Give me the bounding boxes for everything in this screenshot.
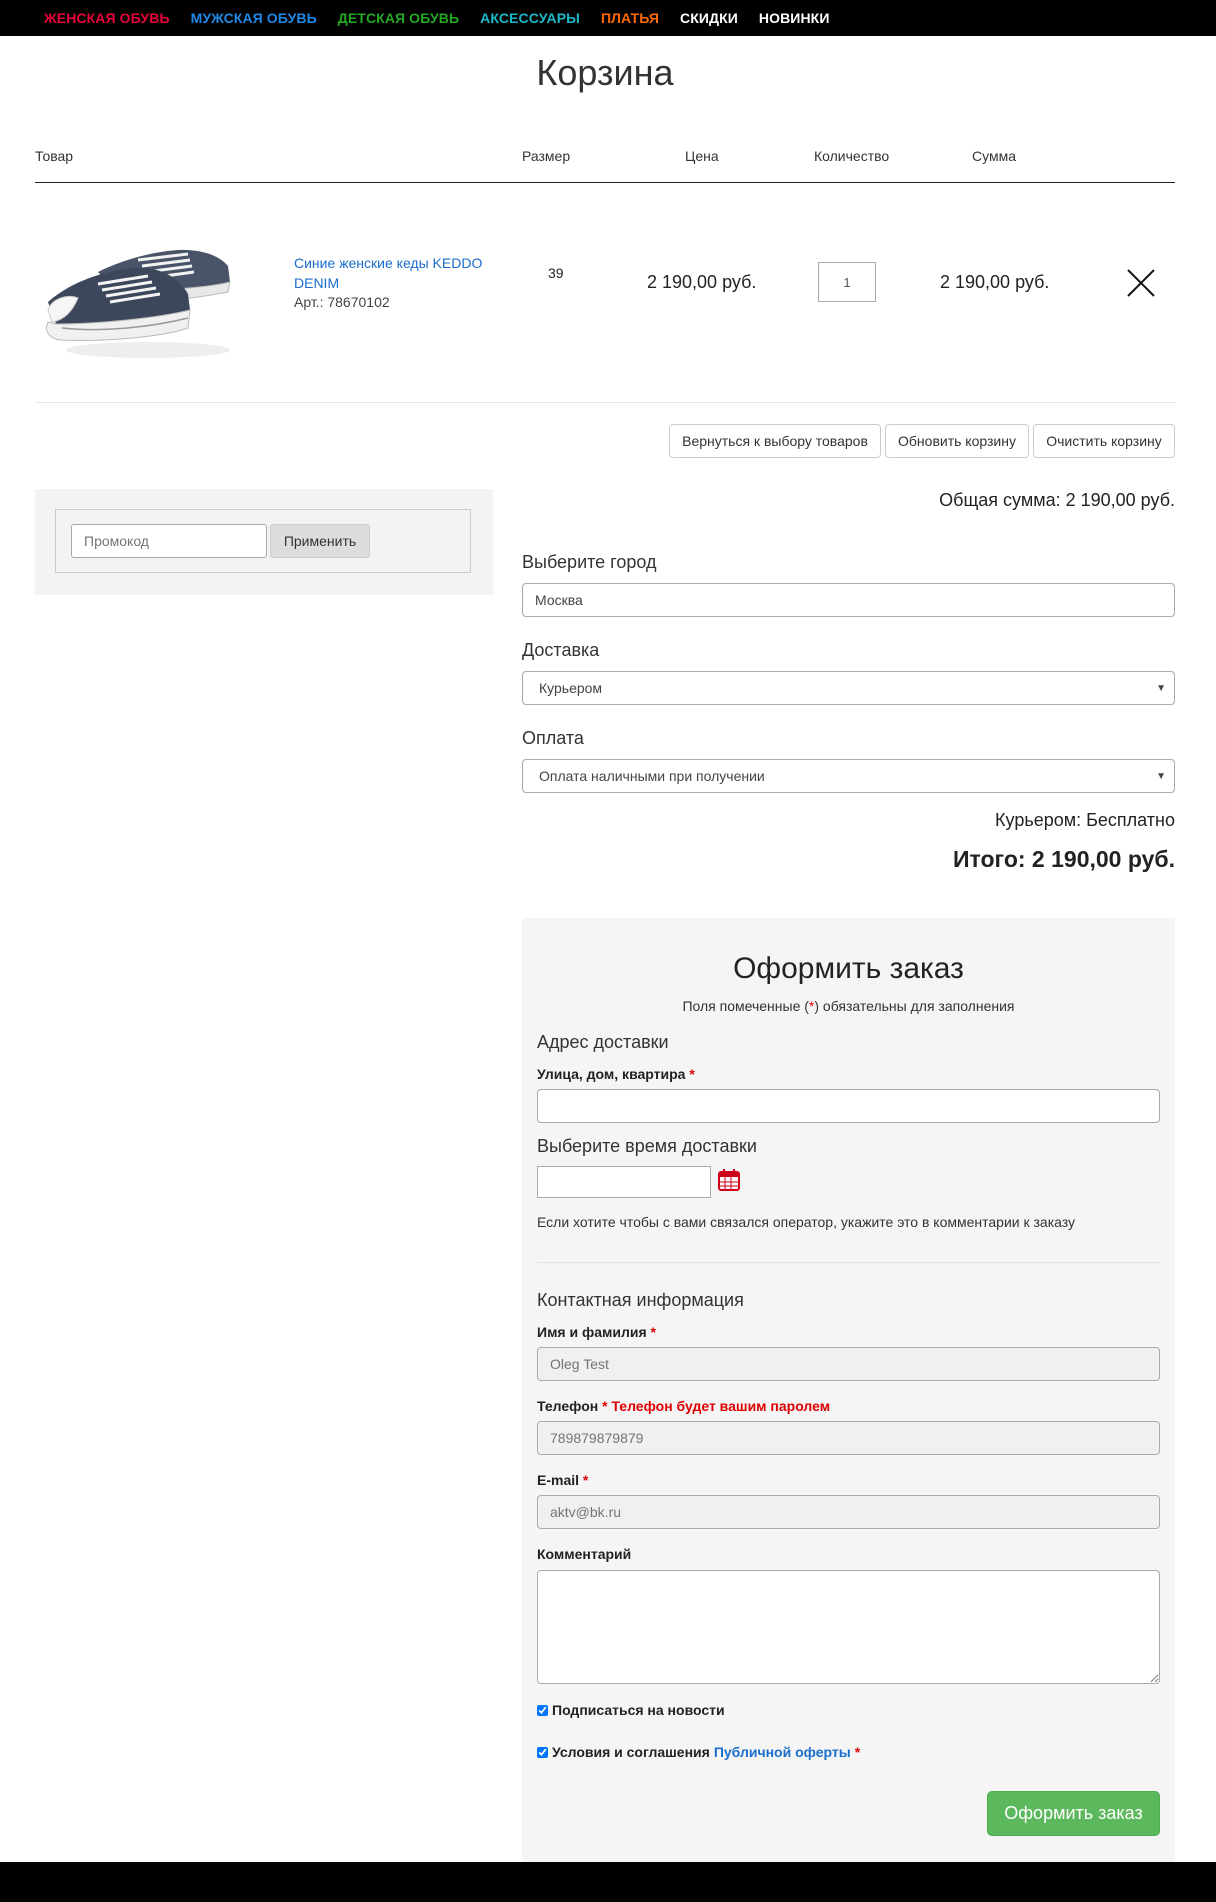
promo-panel (35, 489, 493, 595)
grand-total: Итого: 2 190,00 руб. (953, 846, 1175, 872)
header-price: Цена (685, 148, 719, 164)
nav-kids-shoes[interactable]: ДЕТСКАЯ ОБУВЬ (337, 10, 460, 26)
remove-item-close-icon[interactable] (1124, 266, 1158, 300)
street-label-text: Улица, дом, квартира (537, 1066, 686, 1082)
apply-promo-button[interactable]: Применить (270, 524, 370, 558)
footer-bar (0, 1862, 1216, 1902)
street-input[interactable] (537, 1089, 1160, 1123)
phone-input[interactable] (537, 1421, 1160, 1455)
back-to-shopping-button[interactable]: Вернуться к выбору товаров (669, 424, 881, 458)
order-form (522, 918, 1175, 1862)
name-label-text: Имя и фамилия (537, 1324, 647, 1340)
phone-password-note: Телефон будет вашим паролем (611, 1398, 831, 1414)
terms-checkbox[interactable] (537, 1747, 548, 1758)
city-value: Москва (535, 592, 583, 608)
promo-box (55, 509, 471, 573)
email-label (537, 1472, 588, 1488)
order-form-title: Оформить заказ (733, 952, 964, 985)
required-mark: * (689, 1066, 695, 1082)
name-input[interactable] (537, 1347, 1160, 1381)
delivery-time-input[interactable] (537, 1166, 711, 1198)
name-label (537, 1324, 656, 1340)
product-size: 39 (548, 265, 564, 281)
required-note-star: * (808, 998, 815, 1014)
email-input[interactable] (537, 1495, 1160, 1529)
update-cart-button[interactable]: Обновить корзину (885, 424, 1029, 458)
product-image[interactable] (38, 232, 234, 362)
chevron-down-icon: ▼ (1156, 770, 1166, 782)
street-label (537, 1066, 695, 1082)
page-title: Корзина (536, 52, 674, 93)
product-price: 2 190,00 руб. (647, 272, 757, 292)
nav-new[interactable]: НОВИНКИ (758, 10, 830, 26)
subscribe-checkbox[interactable] (537, 1705, 548, 1716)
nav-men-shoes[interactable]: МУЖСКАЯ ОБУВЬ (190, 10, 317, 26)
payment-label: Оплата (522, 728, 584, 748)
required-mark: * (602, 1398, 608, 1414)
delivery-time-title: Выберите время доставки (537, 1136, 757, 1156)
chevron-down-icon: ▼ (1156, 682, 1166, 694)
table-header-divider (35, 182, 1175, 183)
nav-dresses[interactable]: ПЛАТЬЯ (600, 10, 659, 26)
required-note-text-end: ) обязательны для заполнения (814, 998, 1015, 1014)
required-mark: * (854, 1744, 861, 1760)
place-order-button[interactable]: Оформить заказ (987, 1791, 1160, 1836)
required-note-text-start: Поля помеченные ( (682, 998, 809, 1014)
product-article: Арт.: 78670102 (294, 294, 390, 310)
header-quantity: Количество (814, 148, 890, 164)
terms-row[interactable] (537, 1744, 860, 1760)
city-label: Выберите город (522, 552, 657, 572)
phone-label-text: Телефон (537, 1398, 599, 1414)
subscribe-row[interactable] (537, 1702, 725, 1718)
address-section-title: Адрес доставки (537, 1032, 669, 1052)
required-note (522, 998, 1175, 1014)
public-offer-link[interactable]: Публичной оферты (713, 1744, 851, 1760)
email-label-text: E-mail (537, 1472, 580, 1488)
comment-label: Комментарий (537, 1546, 632, 1562)
product-sum: 2 190,00 руб. (940, 272, 1050, 292)
delivery-select[interactable] (522, 671, 1175, 705)
payment-select[interactable] (522, 759, 1175, 793)
calendar-icon[interactable] (717, 1168, 741, 1192)
total-sum: Общая сумма: 2 190,00 руб. (939, 490, 1175, 510)
promo-code-input[interactable] (71, 524, 267, 558)
nav-sales[interactable]: СКИДКИ (679, 10, 738, 26)
payment-selected-value: Оплата наличными при получении (539, 768, 765, 784)
nav-accessories[interactable]: АКСЕССУАРЫ (480, 10, 580, 26)
required-mark: * (582, 1472, 589, 1488)
city-input[interactable] (522, 583, 1175, 617)
clear-cart-button[interactable]: Очистить корзину (1033, 424, 1175, 458)
delivery-cost: Курьером: Бесплатно (995, 810, 1175, 830)
row-divider (35, 402, 1175, 403)
phone-label (537, 1398, 830, 1414)
section-divider (537, 1262, 1160, 1263)
quantity-input[interactable] (818, 262, 876, 302)
comment-textarea[interactable] (537, 1570, 1160, 1684)
required-mark: * (650, 1324, 656, 1340)
header-sum: Сумма (972, 148, 1016, 164)
operator-hint: Если хотите чтобы с вами связался оператор, укажите это в комментарии к заказу (537, 1214, 1076, 1230)
header-product: Товар (35, 148, 74, 164)
delivery-label: Доставка (522, 640, 600, 660)
delivery-selected-value: Курьером (539, 680, 603, 696)
subscribe-label: Подписаться на новости (552, 1702, 725, 1718)
contact-section-title: Контактная информация (537, 1290, 744, 1310)
product-name-link[interactable]: Синие женские кеды KEDDO DENIM (294, 255, 483, 291)
nav-women-shoes[interactable]: ЖЕНСКАЯ ОБУВЬ (44, 10, 170, 26)
header-size: Размер (522, 148, 571, 164)
terms-label: Условия и соглашения (552, 1744, 710, 1760)
top-navigation (0, 0, 1216, 36)
